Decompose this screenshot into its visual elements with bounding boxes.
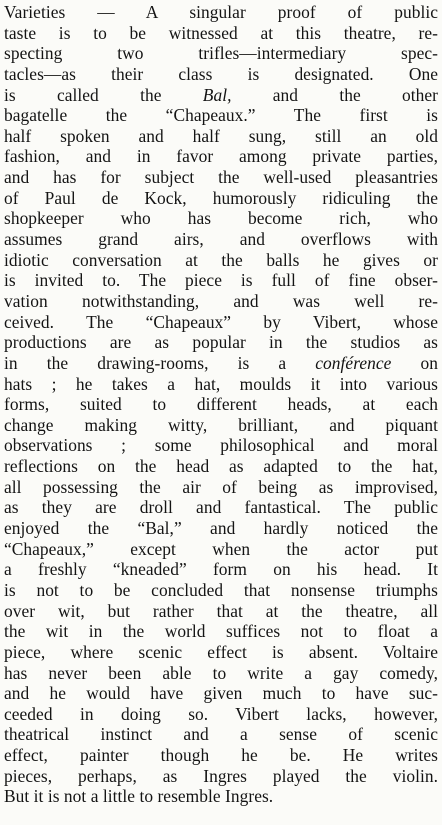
text-segment: hats ; he takes a hat, moulds it into various	[4, 373, 438, 394]
text-segment: ceeded in doing so. Vibert lacks, however,	[4, 703, 438, 724]
text-segment: theatrical instinct and a sense of scenic	[4, 724, 438, 745]
text-segment: on	[391, 352, 439, 373]
text-segment: bagatelle the “Chapeaux.” The first is	[4, 105, 438, 126]
text-segment: piece, where scenic effect is absent. Voltaire	[4, 641, 438, 662]
text-segment: fashion, and in favor among private parties,	[4, 146, 438, 167]
text-line	[4, 435, 438, 456]
text-line	[4, 559, 438, 580]
text-segment: over wit, but rather that at the theatre, all	[4, 600, 438, 621]
text-line	[4, 64, 438, 85]
text-segment: is not to be concluded that nonsense triumphs	[4, 579, 438, 600]
text-line	[4, 312, 438, 333]
text-line	[4, 704, 438, 725]
text-line	[4, 683, 438, 704]
text-segment: of Paul de Kock, humorously ridiculing the	[4, 187, 438, 208]
text-segment: taste is to be witnessed at this theatre, re-	[4, 22, 438, 43]
italic-text: conférence	[315, 352, 392, 373]
text-line	[4, 745, 438, 766]
text-line	[4, 601, 438, 622]
text-segment: as they are droll and fantastical. The public	[4, 497, 438, 518]
italic-text: Bal,	[202, 84, 232, 105]
text-segment: forms, suited to different heads, at each	[4, 394, 438, 415]
text-line	[4, 208, 438, 229]
text-line	[4, 188, 438, 209]
text-segment: effect, painter though he be. He writes	[4, 745, 438, 766]
text-line	[4, 477, 438, 498]
text-segment: in the drawing-rooms, is a	[4, 352, 316, 373]
text-segment: shopkeeper who has become rich, who	[4, 208, 438, 229]
text-segment: is invited to. The piece is full of fine obser-	[4, 270, 438, 291]
text-line	[4, 105, 438, 126]
text-segment: and has for subject the well-used pleasantries	[4, 167, 438, 188]
text-line	[4, 85, 438, 106]
text-segment: tacles—as their class is designated. One	[4, 63, 438, 84]
text-line	[4, 353, 438, 374]
text-line	[4, 663, 438, 684]
text-line	[4, 415, 438, 436]
text-line	[4, 642, 438, 663]
text-segment: assumes grand airs, and overflows with	[4, 229, 438, 250]
text-line	[4, 497, 438, 518]
text-line	[4, 332, 438, 353]
text-segment: observations ; some philosophical and moral	[4, 435, 438, 456]
text-line	[4, 456, 438, 477]
text-line	[4, 2, 438, 23]
text-segment: vation notwithstanding, and was well re-	[4, 290, 438, 311]
text-segment: has never been able to write a gay comedy,	[4, 662, 438, 683]
text-segment: a freshly “kneaded” form on his head. It	[4, 559, 438, 580]
text-segment: and the other	[231, 84, 438, 105]
text-segment: enjoyed the “Bal,” and hardly noticed the	[4, 518, 438, 539]
text-segment: “Chapeaux,” except when the actor put	[4, 538, 438, 559]
text-line	[4, 724, 438, 745]
text-line	[4, 146, 438, 167]
text-segment: half spoken and half sung, still an old	[4, 125, 438, 146]
text-line	[4, 374, 438, 395]
text-segment: specting two trifles—intermediary spec-	[4, 43, 438, 64]
text-segment: the wit in the world suffices not to float a	[4, 621, 438, 642]
text-segment: all possessing the air of being as improvised,	[4, 476, 438, 497]
text-line	[4, 621, 438, 642]
text-line	[4, 518, 438, 539]
text-segment: idiotic conversation at the balls he gives or	[4, 249, 438, 270]
text-segment: Varieties — A singular proof of public	[4, 2, 438, 22]
text-line	[4, 766, 438, 787]
text-segment: productions are as popular in the studios as	[4, 332, 438, 353]
text-line	[4, 786, 438, 807]
text-segment: change making witty, brilliant, and piquant	[4, 414, 438, 435]
text-segment: is called the	[4, 84, 203, 105]
text-line	[4, 291, 438, 312]
text-line	[4, 126, 438, 147]
text-line	[4, 270, 438, 291]
text-segment: ceived. The “Chapeaux” by Vibert, whose	[4, 311, 438, 332]
text-line	[4, 539, 438, 560]
text-line	[4, 167, 438, 188]
text-segment: pieces, perhaps, as Ingres played the violin.	[4, 765, 438, 786]
text-line	[4, 229, 438, 250]
text-line	[4, 250, 438, 271]
article-column	[4, 2, 438, 807]
text-line	[4, 394, 438, 415]
text-segment: reflections on the head as adapted to the hat,	[4, 456, 438, 477]
text-line	[4, 43, 438, 64]
text-segment: and he would have given much to have suc-	[4, 683, 438, 704]
text-segment: But it is not a little to resemble Ingres.	[4, 786, 274, 807]
text-line	[4, 580, 438, 601]
text-line	[4, 23, 438, 44]
